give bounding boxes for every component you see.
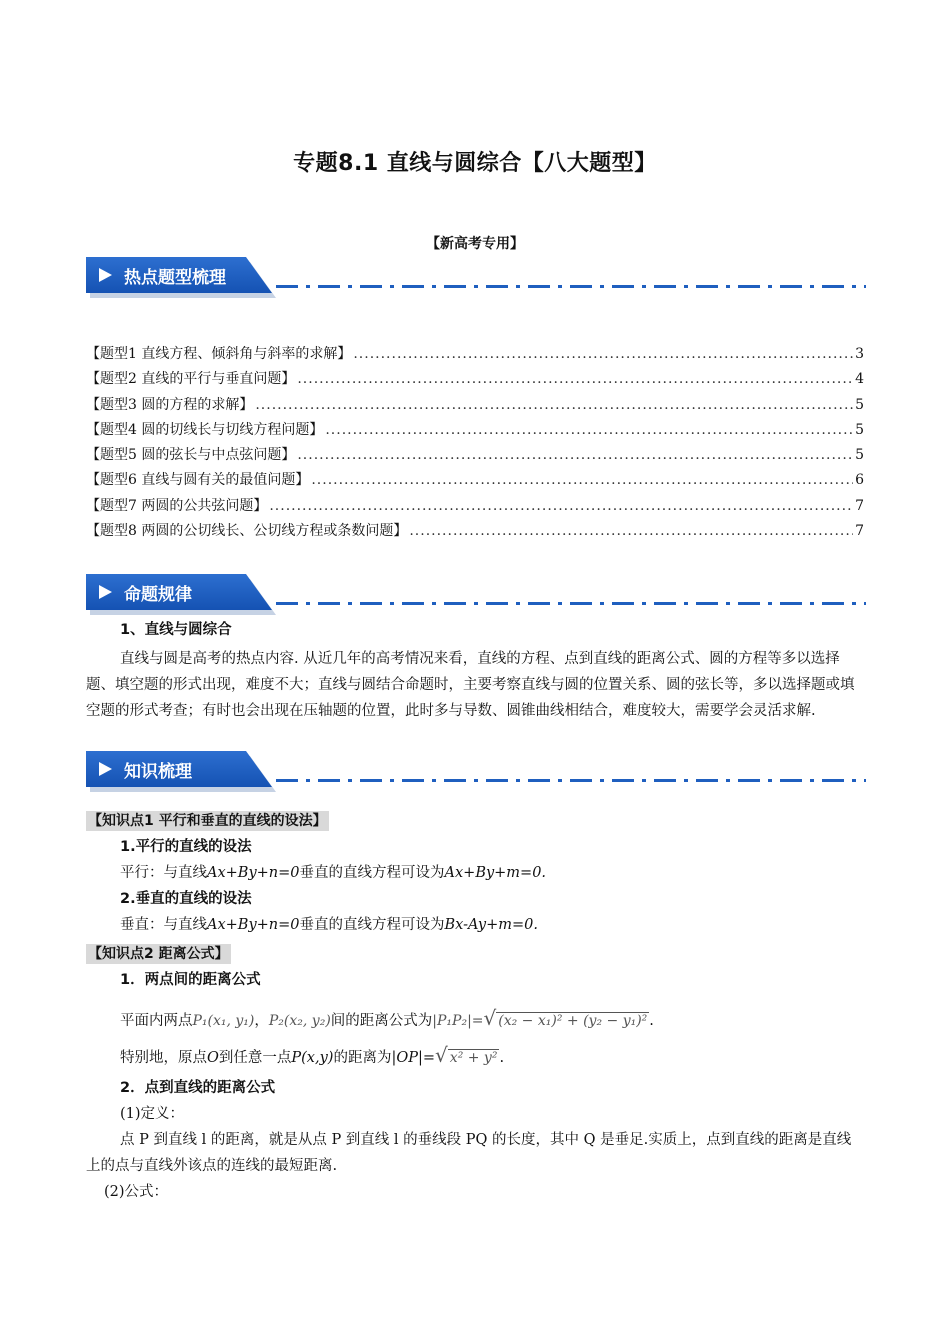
toc-label: 【题型4 圆的切线长与切线方程问题】 <box>86 421 324 438</box>
kp1-heading-2: 2.垂直的直线的设法 <box>120 891 252 907</box>
toc-leader <box>297 447 853 463</box>
toc-label: 【题型3 圆的方程的求解】 <box>86 396 254 413</box>
toc-entry[interactable] <box>86 419 864 444</box>
var: O <box>207 1050 219 1066</box>
sqrt-expression <box>435 1038 499 1075</box>
radicand: x² + y² <box>449 1050 498 1066</box>
kp2-origin-distance <box>86 1038 864 1075</box>
toc-leader <box>325 422 853 438</box>
equation: Ax+By+n=0 <box>207 865 300 881</box>
text: 间的距离公式为 <box>330 1013 433 1029</box>
section-banner-knowledge <box>86 751 866 791</box>
play-arrow-icon <box>99 762 112 776</box>
play-arrow-icon <box>99 268 112 282</box>
page-title: 专题8.1 直线与圆综合【八大题型】 <box>293 151 657 176</box>
toc-label: 【题型8 两圆的公切线长、公切线方程或条数问题】 <box>86 523 408 540</box>
sqrt-expression <box>484 1001 650 1038</box>
text: 垂直的直线方程可设为 <box>299 917 445 933</box>
toc-entry[interactable] <box>86 469 864 494</box>
page-subtitle: 【新高考专用】 <box>426 236 524 252</box>
banner-label: 热点题型梳理 <box>124 268 226 288</box>
toc-leader <box>409 523 853 539</box>
math-point: P₁(x₁, y₁) <box>192 1013 255 1029</box>
knowledge-point-tag: 【知识点2 距离公式】 <box>88 946 229 962</box>
toc-entry[interactable] <box>86 394 864 419</box>
math-point: P₂(x₂, y₂) <box>268 1013 331 1029</box>
toc-label: 【题型6 直线与圆有关的最值问题】 <box>86 472 310 489</box>
text: . <box>499 1050 505 1066</box>
toc-page: 5 <box>855 421 864 438</box>
toc-page: 6 <box>855 472 864 489</box>
equation: Ax+By+n=0 <box>207 917 300 933</box>
text: 特别地，原点 <box>120 1050 207 1066</box>
toc-page: 5 <box>855 396 864 413</box>
equation: Ax+By+m=0. <box>444 865 547 881</box>
var: P(x,y) <box>291 1050 334 1066</box>
knowledge-point-tag: 【知识点1 平行和垂直的直线的设法】 <box>88 813 327 829</box>
text: 平行：与直线 <box>120 865 207 881</box>
rule-block <box>86 617 864 724</box>
toc-label: 【题型5 圆的弦长与中点弦问题】 <box>86 447 296 464</box>
radical-sign: √ <box>435 1043 448 1067</box>
equation: Bx-Ay+m=0. <box>444 917 538 933</box>
toc-label: 【题型1 直线方程、倾斜角与斜率的求解】 <box>86 346 352 362</box>
var: OP <box>396 1050 418 1066</box>
kp1-heading-1: 1.平行的直线的设法 <box>120 839 252 855</box>
math-lhs: |P₁P₂|= <box>432 1013 484 1029</box>
toc-entry[interactable] <box>86 495 864 520</box>
text: . <box>649 1013 654 1029</box>
text: 垂直：与直线 <box>120 917 207 933</box>
toc-page: 4 <box>855 371 864 388</box>
text: 的距离为| <box>333 1050 397 1066</box>
kp1-parallel-text <box>86 860 864 886</box>
dash-divider <box>276 602 866 605</box>
toc-page: 3 <box>855 346 864 362</box>
radicand: (x₂ − x₁)² + (y₂ − y₁)² <box>498 1013 648 1029</box>
dash-divider <box>276 285 866 288</box>
toc-entry[interactable] <box>86 520 864 545</box>
toc-leader <box>269 498 853 514</box>
section-banner-hot <box>86 257 866 297</box>
text: |= <box>418 1050 436 1066</box>
rule-heading: 1、直线与圆综合 <box>120 622 232 638</box>
toc-entry[interactable] <box>86 368 864 393</box>
banner-label: 知识梳理 <box>124 762 192 782</box>
text: ， <box>254 1013 269 1029</box>
dash-divider <box>276 779 866 782</box>
toc-page: 7 <box>855 497 864 514</box>
banner-label: 命题规律 <box>124 585 192 605</box>
rule-paragraph: 直线与圆是高考的热点内容. 从近几年的高考情况来看，直线的方程、点到直线的距离公式、圆的方程等多以选择题、填空题的形式出现，难度不大；直线与圆结合命题时，主要考察直线与圆的位置关系、圆的弦长等，多以选择题或填空题的形式考查；有时也会出现在压轴题的位置，此时多与导数、圆锥曲线相结合，难度较大，需要学会灵活求解. <box>86 651 855 719</box>
kp2-heading-1: 1．两点间的距离公式 <box>120 972 261 988</box>
toc-entry[interactable] <box>86 343 864 368</box>
kp2-heading-2: 2．点到直线的距离公式 <box>120 1080 276 1096</box>
kp2-def-label: (1)定义： <box>120 1106 185 1122</box>
text: 垂直的直线方程可设为 <box>299 865 445 881</box>
text: 到任意一点 <box>218 1050 292 1066</box>
kp2-formula-label: (2)公式： <box>104 1184 169 1200</box>
toc-page: 7 <box>855 523 864 540</box>
text: 平面内两点 <box>120 1013 193 1029</box>
knowledge-point-1 <box>86 808 864 938</box>
toc-leader <box>255 397 853 413</box>
play-arrow-icon <box>99 585 112 599</box>
kp2-def-text: 点 P 到直线 l 的距离，就是从点 P 到直线 l 的垂线段 PQ 的长度，其中 Q 是垂足.实质上，点到直线的距离是直线上的点与直线外该点的连线的最短距离. <box>86 1132 852 1174</box>
knowledge-point-2 <box>86 941 864 1205</box>
toc-leader <box>297 371 853 387</box>
toc-entry[interactable] <box>86 444 864 469</box>
toc-label: 【题型7 两圆的公共弦问题】 <box>86 497 268 514</box>
radical-sign: √ <box>483 1006 497 1030</box>
toc-leader <box>311 472 853 488</box>
section-banner-rule <box>86 574 866 614</box>
table-of-contents <box>86 343 864 545</box>
toc-label: 【题型2 直线的平行与垂直问题】 <box>86 371 296 388</box>
kp2-two-point-formula <box>86 1001 864 1038</box>
kp1-perpendicular-text <box>86 912 864 938</box>
toc-page: 5 <box>855 447 864 464</box>
toc-leader <box>353 346 853 362</box>
